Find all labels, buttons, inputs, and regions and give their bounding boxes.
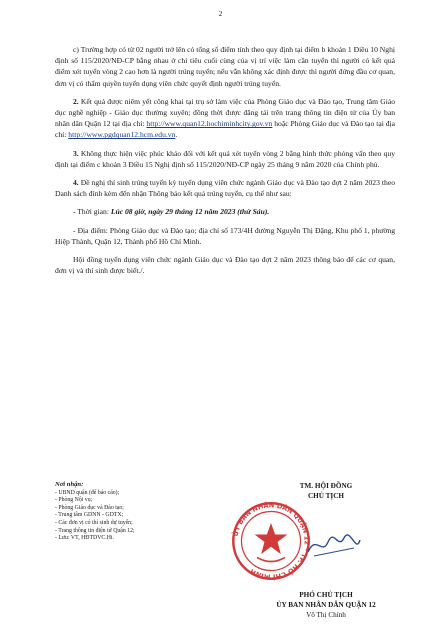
time-value: Lúc 08 giờ, ngày 29 tháng 12 năm 2023 (thứ Sáu). [110,207,270,217]
time-line [55,206,395,217]
svg-text:ỦY BAN NHÂN DÂN QUẬN 12 * TP.: ỦY BAN NHÂN DÂN QUẬN 12 * TP. HỒ CHÍ MINH [231,501,311,581]
signature-header [236,481,416,501]
recipient-item: - Phòng Giáo dục và Đào tạo; [55,504,124,511]
recipient-item: - Lưu: VT, HĐTDVC.Hi. [55,535,114,542]
paragraph-2-end: . [175,130,178,140]
page-number: 2 [218,9,223,18]
signature-footer [236,590,416,620]
recipients-title: Nơi nhận: [55,481,84,488]
recipient-item: - UBND quận (để báo cáo); [55,489,120,496]
document-body [55,44,395,276]
education-office-website-link[interactable]: http://www.pgdquan12.hcm.edu.vn [68,130,176,140]
time-label: - Thời gian: [73,207,111,217]
paragraph-3 [55,148,395,170]
paragraph-2-number: 2. [73,96,79,106]
paragraph-2-text: Kết quả được niêm yết công khai tại trụ sở làm việc của Phòng Giáo dục và Đào tạo, Trung tâm Giáo dục nghề nghiệp - Giáo dục thường xuyên; đồng thời được đăng tải trên trang thông tin điện tử của Ủy ban nhân dân Quận 12 tại địa chỉ: [55,96,395,129]
recipient-item: - Các đơn vị có thí sinh dự tuyển; [55,519,133,526]
paragraph-2 [55,96,395,141]
district-committee-name: ỦY BAN NHÂN DÂN QUẬN 12 [276,601,376,609]
district-website-link[interactable]: http://www.quan12.hochiminhcity.gov.vn [146,119,273,129]
official-seal-stamp [230,500,312,582]
recipient-item: - Trang thông tin điện tử Quận 12; [55,527,135,534]
location-line: - Địa điểm: Phòng Giáo dục và Đào tạo; địa chỉ số 173/4H đường Nguyễn Thị Đặng, Khu phố 1, phường Hiệp Thành, Quận 12, Thành phố Hồ Chí Minh. [55,225,395,246]
council-title: TM. HỘI ĐỒNG [299,482,353,490]
paragraph-4-text: Đề nghị thí sinh trúng tuyển kỳ tuyển dụng viên chức ngành Giáo dục và Đào tạo đợt 2 năm 2023 theo Danh sách đính kèm đến nhận Thông báo kết quả trúng tuyển, cụ thể như sau: [55,178,395,199]
handwritten-signature [304,530,364,560]
signer-name: Võ Thị Chính [306,611,346,619]
vice-chairman-title: PHÓ CHỦ TỊCH [299,591,353,599]
paragraph-c: c) Trường hợp có từ 02 người trở lên có tổng số điểm tính theo quy định tại điểm b khoản 1 Điều 10 Nghị định số 115/2020/NĐ-CP bằng nhau ở chỉ tiêu cuối cùng của vị trí việc làm cần tuyển thì người có kết quả điểm xét tuyển vòng 2 cao hơn là người trúng tuyển; nếu vẫn không xác định được thì người đứng đầu cơ quan, đơn vị có thẩm quyền tuyển dụng viên chức quyết định người trúng tuyển. [55,45,395,88]
recipient-item: - Phòng Nội vụ; [55,497,93,504]
paragraph-3-text: Không thực hiện việc phúc khảo đối với kết quả xét tuyển vòng 2 bằng hình thức phỏng vấn theo quy định tại điểm c khoản 3 Điều 15 Nghị định số 115/2020/NĐ-CP ngày 25 tháng 9 năm 2020 của Chính phủ. [55,148,395,169]
closing-paragraph: Hội đồng tuyển dụng viên chức ngành Giáo dục và Đào tạo đợt 2 năm 2023 thông báo để các cơ quan, đơn vị và thí sinh được biết./. [55,255,395,276]
paragraph-3-number: 3. [73,148,79,158]
paragraph-4-number: 4. [73,178,79,188]
paragraph-4 [55,177,395,199]
recipient-item: - Trung tâm GDNN - GDTX; [55,512,124,519]
paragraph-2-mid: hoặc Phòng Giáo dục và Đào tạo tại địa chỉ: [55,119,395,140]
recipients-block [55,481,205,543]
chairman-title: CHỦ TỊCH [307,492,344,500]
